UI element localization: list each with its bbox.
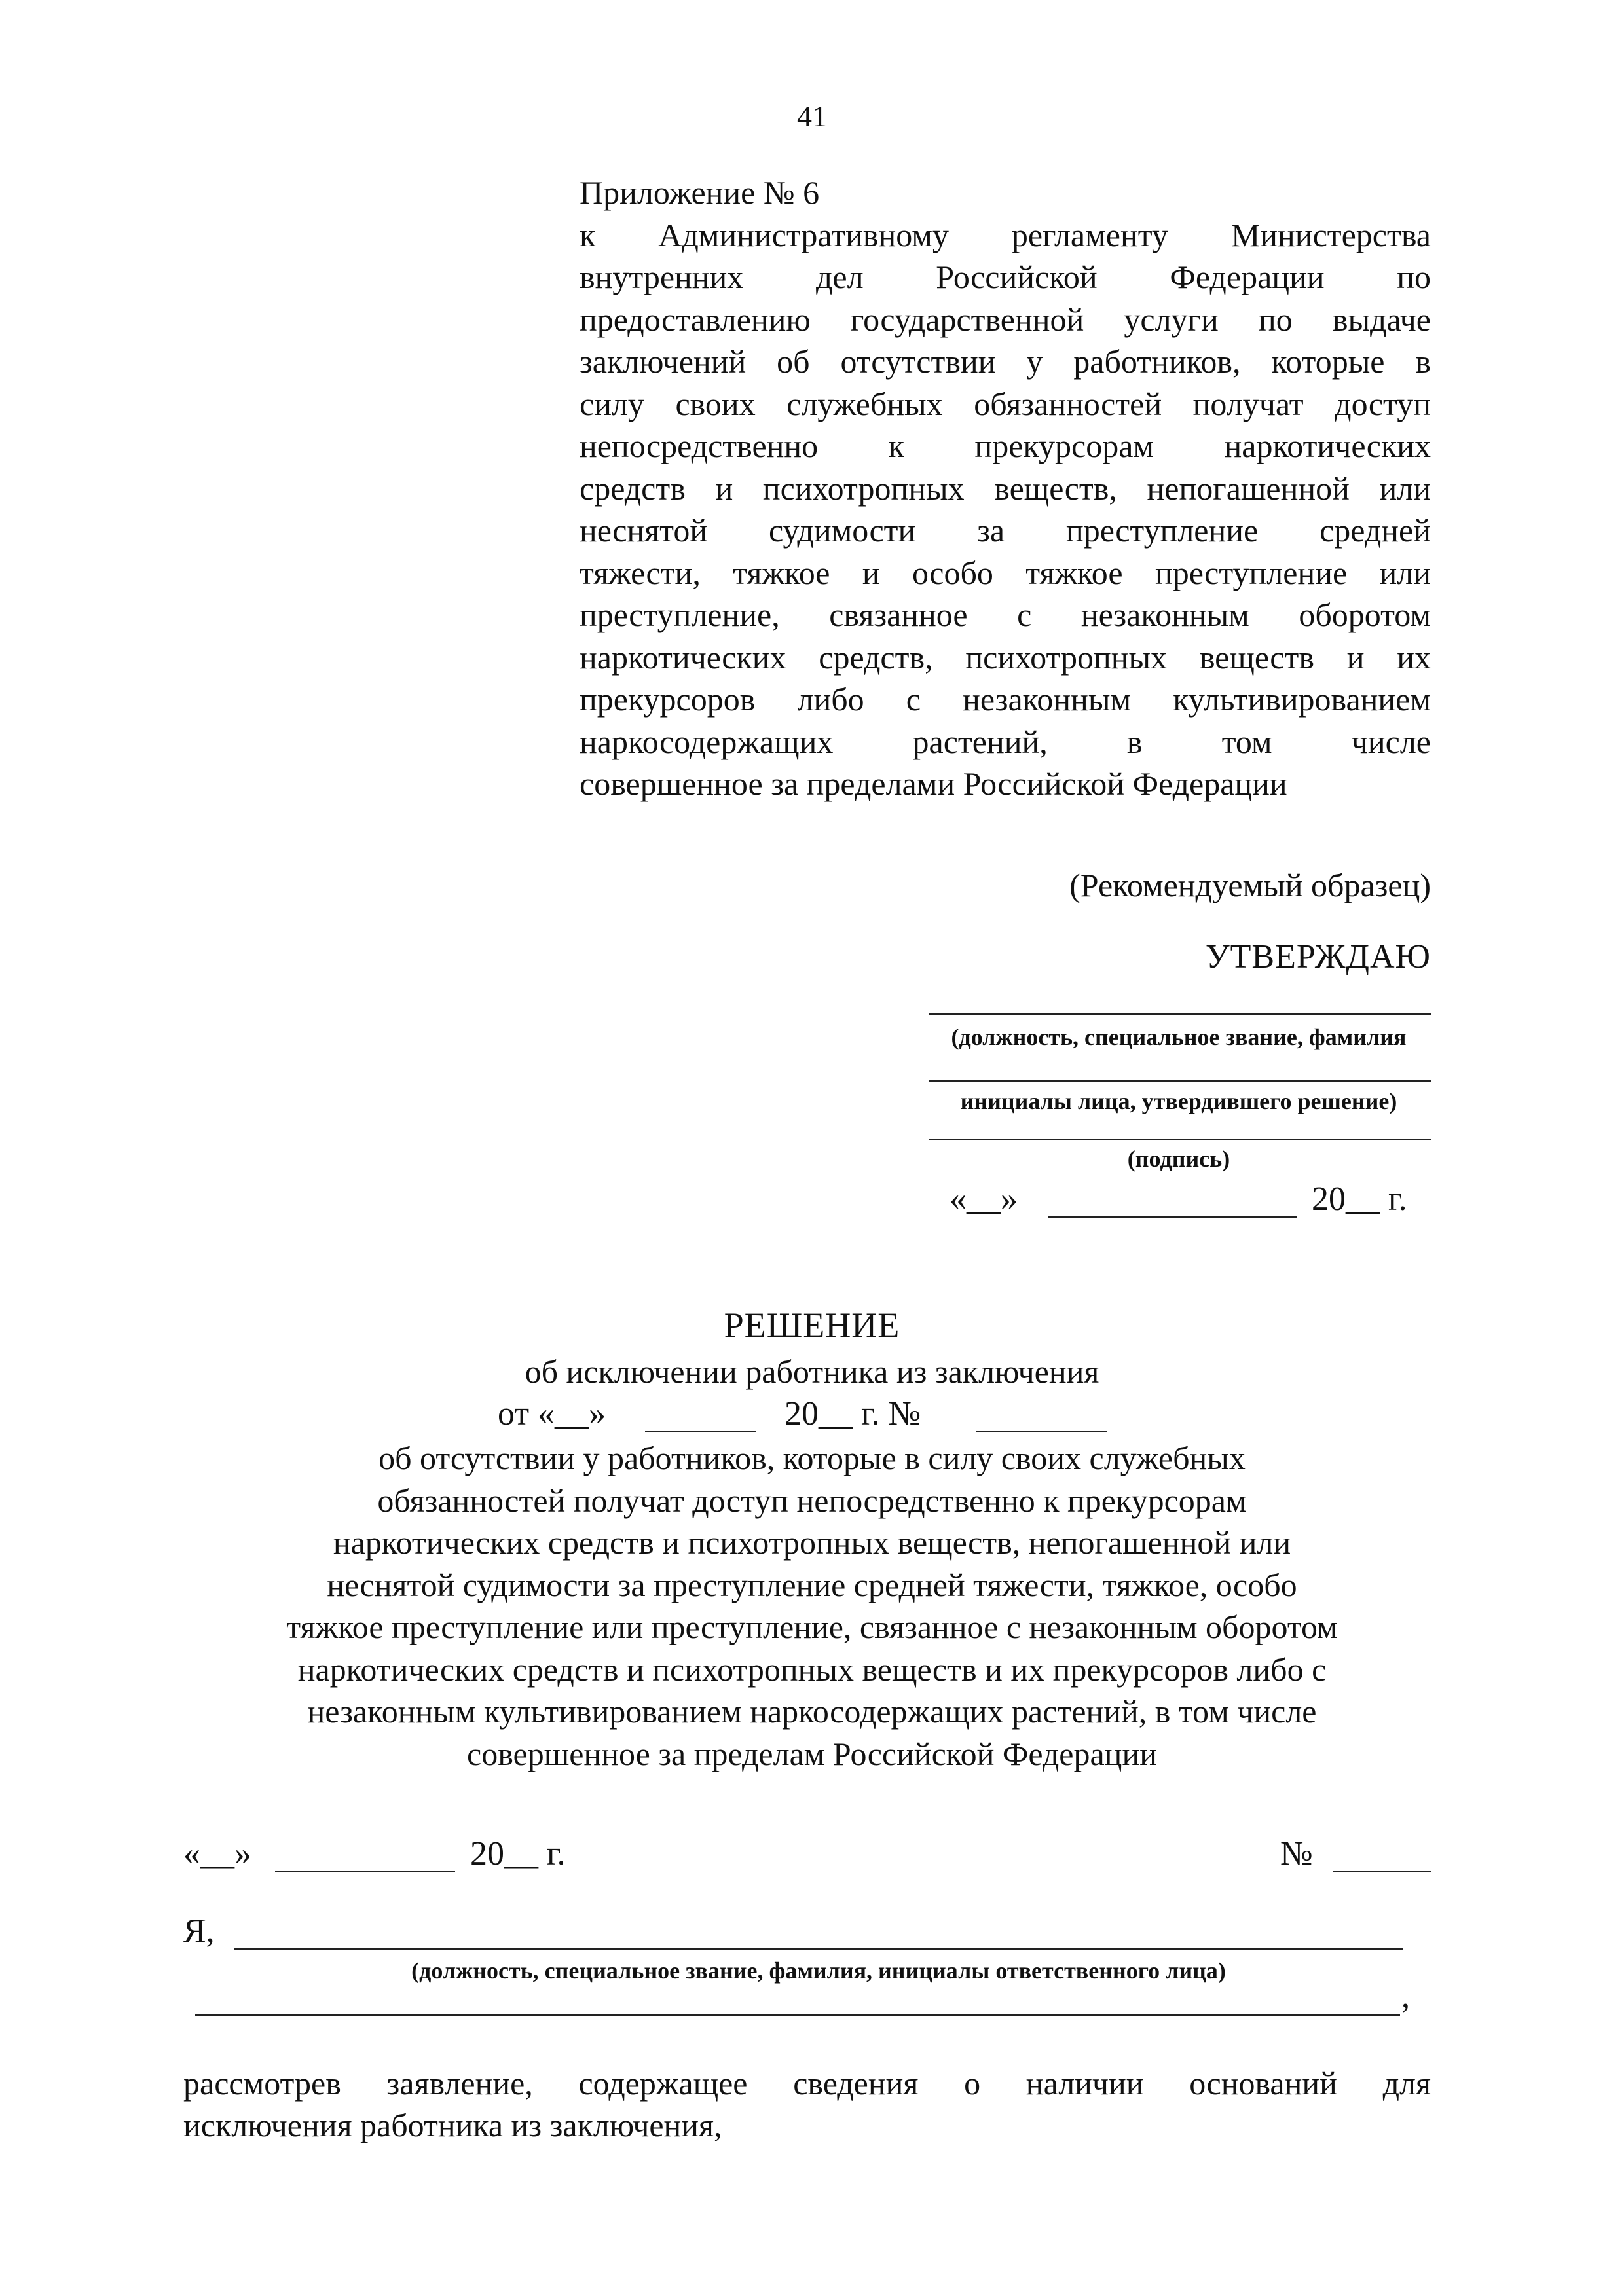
approver-position-caption: (должность, специальное звание, фамилия (951, 1024, 1407, 1050)
form-number-label: № (1280, 1835, 1313, 1872)
signature-caption: (подпись) (1127, 1146, 1230, 1172)
appendix-line: заключений об отсутствии у работников, которые в (580, 343, 1431, 380)
form-date-year: 20__ г. (470, 1835, 566, 1872)
signature-line[interactable] (929, 1139, 1431, 1140)
form-number-line[interactable] (1333, 1871, 1431, 1872)
decision-description-line: наркотических средств и психотропных веществ и их прекурсоров либо с (297, 1650, 1327, 1688)
decision-description-line: обязанностей получат доступ непосредственно к прекурсорам (377, 1482, 1247, 1519)
consideration-line-last: исключения работника из заключения, (183, 2107, 722, 2143)
appendix-line: тяжести, тяжкое и особо тяжкое преступление или (580, 554, 1431, 591)
approve-heading: УТВЕРЖДАЮ (1205, 938, 1431, 975)
decision-from-prefix: от «__» (498, 1395, 606, 1432)
decision-description-line: неснятой судимости за преступление средней тяжести, тяжкое, особо (327, 1566, 1297, 1603)
appendix-line: преступление, связанное с незаконным оборотом (580, 596, 1431, 633)
approver-position-line[interactable] (929, 1013, 1431, 1015)
decision-number-line[interactable] (976, 1431, 1107, 1432)
appendix-line-last: совершенное за пределами Российской Федерации (580, 765, 1287, 802)
decision-subtitle: об исключении работника из заключения (525, 1353, 1099, 1390)
approve-date-month-line[interactable] (1048, 1216, 1297, 1218)
responsible-person-line-2[interactable] (195, 2014, 1400, 2016)
form-date-month-line[interactable] (275, 1871, 455, 1872)
page-number: 41 (797, 100, 827, 133)
appendix-block (580, 172, 1431, 805)
consideration-line: рассмотрев заявление, содержащее сведения о наличии оснований для (183, 2065, 1431, 2102)
responsible-person-comma: , (1401, 1978, 1410, 2015)
decision-description-line: незаконным культивированием наркосодержащих растений, в том числе (307, 1693, 1317, 1730)
decision-description-line: об отсутствии у работников, которые в силу своих служебных (378, 1440, 1246, 1476)
appendix-line: предоставлению государственной услуги по выдаче (580, 301, 1431, 338)
appendix-line: наркосодержащих растений, в том числе (580, 723, 1431, 760)
approve-date-day: «__» (950, 1180, 1018, 1218)
appendix-line: непосредственно к прекурсорам наркотических (580, 428, 1431, 464)
appendix-line: неснятой судимости за преступление средней (580, 512, 1431, 549)
responsible-person-caption: (должность, специальное звание, фамилия, инициалы ответственного лица) (411, 1958, 1226, 1984)
responsible-person-label: Я, (183, 1912, 215, 1950)
decision-from-year: 20__ г. № (784, 1395, 921, 1432)
appendix-line: к Административному регламенту Министерства (580, 216, 1431, 253)
form-date-day: «__» (183, 1835, 251, 1872)
approve-date-year: 20__ г. (1312, 1180, 1407, 1218)
appendix-line: силу своих служебных обязанностей получат доступ (580, 385, 1431, 422)
decision-description (131, 1437, 1493, 1775)
appendix-line: наркотических средств, психотропных веществ и их (580, 638, 1431, 676)
appendix-line: средств и психотропных веществ, непогашенной или (580, 469, 1431, 507)
sample-note: (Рекомендуемый образец) (1069, 867, 1431, 903)
approver-initials-caption: инициалы лица, утвердившего решение) (960, 1088, 1397, 1114)
consideration-text (183, 2062, 1431, 2146)
appendix-line: внутренних дел Российской Федерации по (580, 259, 1431, 295)
responsible-person-line[interactable] (234, 1948, 1403, 1950)
decision-month-line[interactable] (645, 1431, 756, 1432)
approver-initials-line[interactable] (929, 1080, 1431, 1082)
decision-title: РЕШЕНИЕ (724, 1305, 900, 1345)
appendix-line: прекурсоров либо с незаконным культивированием (580, 681, 1431, 718)
decision-description-line: совершенное за пределам Российской Федерации (467, 1735, 1157, 1772)
decision-description-line: наркотических средств и психотропных веществ, непогашенной или (333, 1524, 1291, 1561)
decision-description-line: тяжкое преступление или преступление, связанное с незаконным оборотом (286, 1609, 1338, 1645)
appendix-title: Приложение № 6 (580, 174, 820, 211)
